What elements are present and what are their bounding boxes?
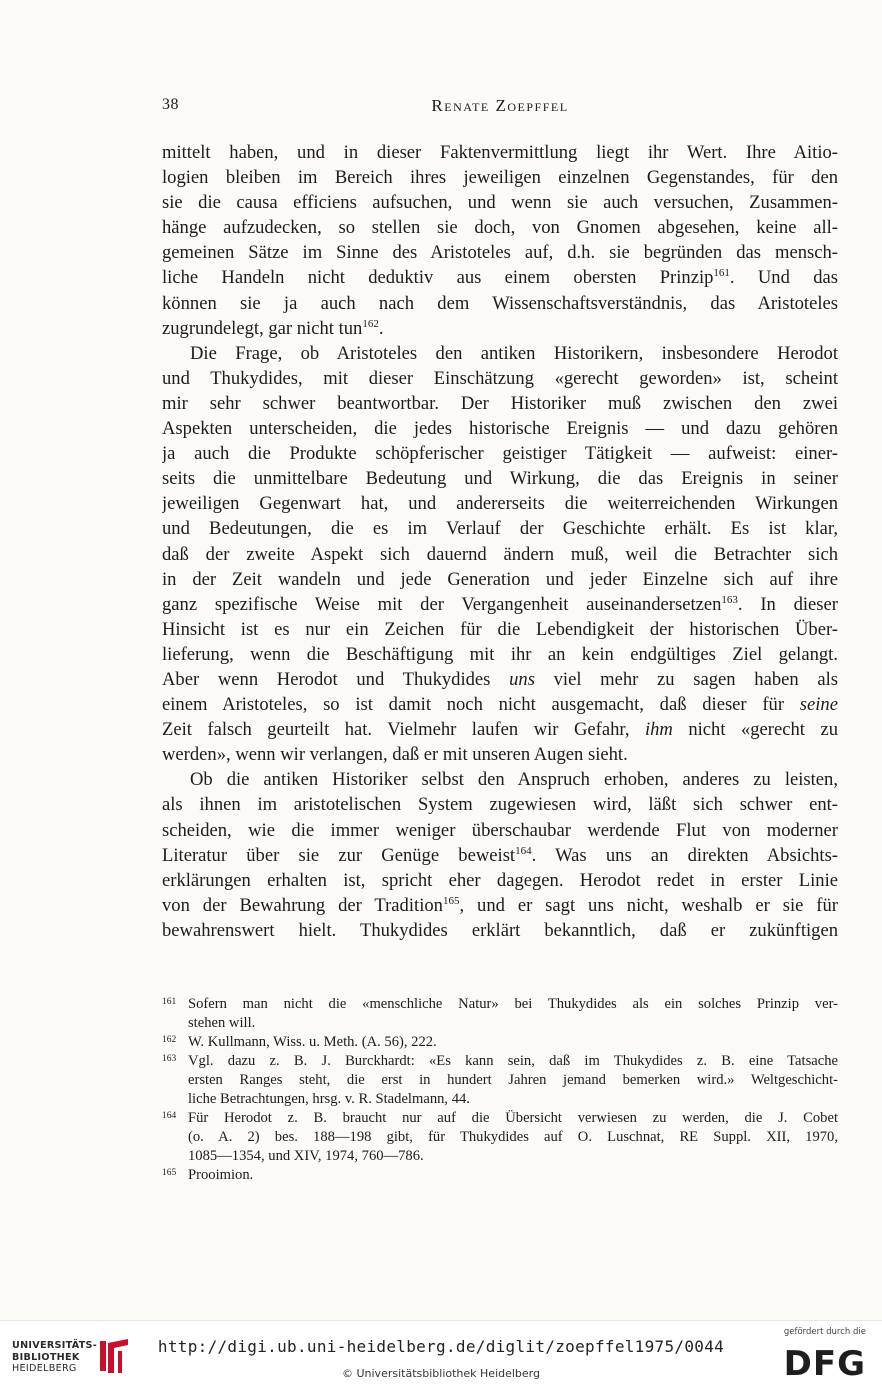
body-text [162, 140, 838, 943]
footnote-number: 162 [162, 1035, 177, 1045]
running-head-author: Renate Zoepffel [431, 96, 569, 115]
text-line: in der Zeit wandeln und jede Generation und jeder Einzelne sich auf ihre [162, 568, 838, 590]
text-span: . Und das [729, 267, 838, 289]
text-line: daß der zweite Aspekt sich dauernd ändern muß, weil die Betrachter sich [162, 543, 838, 565]
text-line: mittelt haben, und in dieser Faktenvermittlung liegt ihr Wert. Ihre Aitio- [162, 142, 838, 163]
footnote-line: stehen will. [188, 1015, 256, 1031]
text-line [162, 316, 838, 341]
footnote-line: ersten Ranges steht, die erst in hundert Jahren jemand bemerken wird.» Weltgeschicht- [188, 1072, 838, 1088]
emphasis: seine [799, 694, 838, 716]
footnote-ref[interactable]: 164 [515, 844, 532, 857]
text-line: bewahrenswert hielt. Thukydides erklärt bekanntlich, daß er zukünftigen [162, 919, 838, 941]
text-line: als ihnen im aristotelischen System zugewiesen wird, läßt sich schwer ent- [162, 794, 838, 816]
funder-block [776, 1327, 866, 1387]
footnote-line: Für Herodot z. B. braucht nur auf die Übersicht verwiesen zu werden, die J. Cobet [188, 1110, 838, 1126]
library-name-line: BIBLIOTHEK [12, 1351, 80, 1363]
text-line: ja auch die Produkte schöpferischer geistiger Tätigkeit — aufweist: einer- [162, 443, 838, 465]
footnote [162, 1109, 838, 1166]
text-line: hänge aufzudecken, so stellen sie doch, von Gnomen abgesehen, keine all- [162, 217, 838, 239]
text-line [162, 592, 838, 617]
footnote [162, 995, 838, 1033]
text-line [162, 667, 838, 692]
permalink-url[interactable]: http://digi.ub.uni-heidelberg.de/diglit/zoepffel1975/0044 [157, 1337, 725, 1356]
footnote-line: Prooimion. [188, 1167, 254, 1183]
footnote-line: W. Kullmann, Wiss. u. Meth. (A. 56), 222. [188, 1034, 437, 1050]
paragraph-first-line: Ob die antiken Historiker selbst den Anspruch erhoben, anderes zu leisten, [190, 769, 838, 791]
running-head [162, 96, 838, 120]
text-span: ganz spezifische Weise mit der Vergangenheit auseinandersetzen [162, 593, 722, 615]
funded-by-label: gefördert durch die [783, 1327, 866, 1337]
text-line [162, 692, 838, 717]
footnote-number: 165 [162, 1168, 177, 1178]
footnote-ref[interactable]: 161 [713, 267, 730, 280]
text-span: nicht «gerecht zu [672, 719, 838, 741]
text-line: gemeinen Sätze im Sinne des Aristoteles auf, d.h. sie begründen das mensch- [162, 242, 838, 264]
footnote [162, 1052, 838, 1109]
paragraph-first-line: Die Frage, ob Aristoteles den antiken Historikern, insbesondere Herodot [190, 342, 838, 364]
footnote-ref[interactable]: 165 [442, 894, 460, 907]
text-line: logien bleiben im Bereich ihres jeweiligen einzelnen Gegenstandes, für den [162, 167, 838, 189]
library-name-line: UNIVERSITÄTS- [12, 1340, 98, 1351]
emphasis: uns [509, 668, 535, 690]
copyright-notice: © Universitätsbibliothek Heidelberg [341, 1367, 540, 1380]
page-number: 38 [162, 96, 179, 113]
text-line: Aspekten unterscheiden, die jedes historische Ereignis — und dazu gehören [162, 418, 838, 440]
text-line [162, 843, 838, 868]
footnote-number: 163 [162, 1054, 177, 1064]
footnote [162, 1033, 838, 1052]
text-span: einem Aristoteles, so ist damit noch nicht ausgemacht, daß dieser für [162, 694, 800, 716]
footnote-number: 161 [162, 997, 177, 1007]
text-line: scheiden, wie die immer weniger überschaubar werdende Flut von moderner [162, 819, 838, 841]
text-line [162, 893, 838, 918]
text-span: Literatur über sie zur Genüge beweist [162, 844, 516, 866]
viewer-footer [0, 1320, 882, 1392]
footnote [162, 1166, 838, 1185]
text-span: . In dieser [737, 593, 838, 615]
text-line: sie die causa efficiens aufsuchen, und wenn sie auch versuchen, Zusammen- [162, 192, 838, 214]
text-line [162, 717, 838, 742]
emphasis: ihm [644, 719, 673, 741]
text-span: liche Handeln nicht deduktiv aus einem obersten Prinzip [162, 267, 714, 289]
text-span: Zeit falsch geurteilt hat. Vielmehr laufen wir Gefahr, [162, 719, 645, 741]
footnote-line: 1085—1354, und XIV, 1974, 760—786. [188, 1148, 424, 1164]
text-span: von der Bewahrung der Tradition [162, 894, 443, 916]
footnote-ref[interactable]: 162 [362, 317, 379, 330]
footnote-ref[interactable]: 163 [721, 593, 738, 606]
text-line: Hinsicht ist es nur ein Zeichen für die Lebendigkeit der historischen Über- [162, 618, 838, 640]
text-line: lieferung, wenn die Beschäftigung mit ihr an kein endgültiges Ziel gelangt. [162, 643, 838, 665]
text-line: können sie ja auch nach dem Wissenschaftsverständnis, das Aristoteles [162, 292, 838, 314]
text-line: und Bedeutungen, die es im Verlauf der Geschichte erhält. Es ist klar, [162, 518, 838, 540]
library-name-line: HEIDELBERG [12, 1363, 77, 1374]
text-line: erklärungen erhalten ist, spricht eher dagegen. Herodot redet in erster Linie [162, 869, 838, 891]
text-span: Aber wenn Herodot und Thukydides [162, 668, 510, 690]
text-line: und Thukydides, mit dieser Einschätzung «gerecht geworden» ist, scheint [162, 367, 838, 389]
footnote-line: Vgl. dazu z. B. J. Burckhardt: «Es kann sein, daß im Thukydides z. B. eine Tatsache [188, 1053, 838, 1069]
footnote-line: liche Betrachtungen, hrsg. v. R. Stadelmann, 44. [188, 1091, 470, 1107]
footnote-line: (o. A. 2) bes. 188—198 gibt, für Thukydides auf O. Luschnat, RE Suppl. XII, 1970, [188, 1129, 838, 1145]
text-span: viel mehr zu sagen haben als [534, 668, 838, 690]
text-span: . Was uns an direkten Absichts- [531, 844, 838, 866]
dfg-logo[interactable]: DFG [783, 1344, 866, 1384]
text-span: zugrundelegt, gar nicht tun [162, 317, 363, 339]
footnote-line: Sofern man nicht die «menschliche Natur» bei Thukydides als ein solches Prinzip ver- [188, 996, 838, 1012]
text-span: . [378, 317, 384, 339]
footnote-number: 164 [162, 1111, 177, 1121]
footnotes [162, 995, 838, 1185]
text-span: , und er sagt uns nicht, weshalb er sie für [459, 894, 838, 916]
text-line: werden», wenn wir verlangen, daß er mit unseren Augen sieht. [162, 744, 628, 766]
text-line: seits die unmittelbare Bedeutung und Wirkung, die das Ereignis in seiner [162, 468, 838, 490]
text-line: mir sehr schwer beantwortbar. Der Historiker muß zwischen den zwei [162, 392, 838, 414]
text-line [162, 265, 838, 290]
text-line: jeweiligen Gegenwart hat, und andererseits die weiterreichenden Wirkungen [162, 493, 838, 515]
